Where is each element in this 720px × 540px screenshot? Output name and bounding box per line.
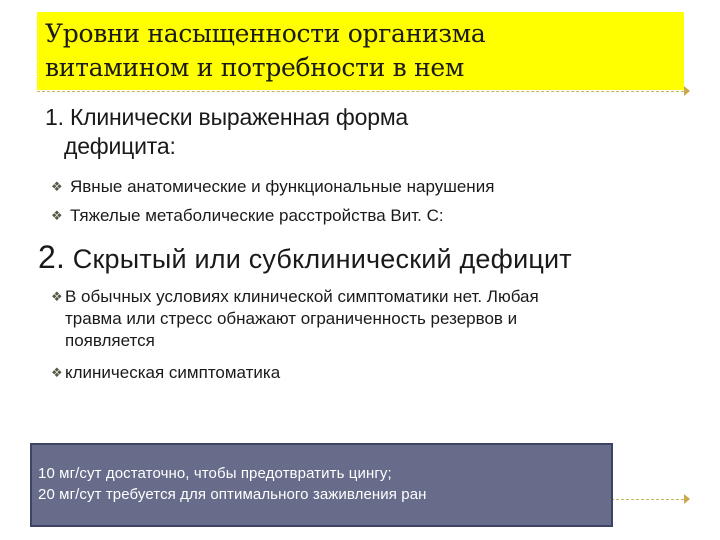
bullet-diamond-icon: ❖ xyxy=(51,365,63,380)
divider-arrow-icon xyxy=(684,494,690,504)
section2-bullet-1-line3: появляется xyxy=(65,331,155,350)
section2-bullet-2: клиническая симптоматика xyxy=(65,363,281,382)
section2-heading-text: Скрытый или субклинический дефицит xyxy=(72,244,572,274)
bullet-diamond-icon: ❖ xyxy=(51,179,63,194)
section1-bullet-2: Тяжелые метаболические расстройства Вит. С: xyxy=(70,206,444,225)
title-line-1: Уровни насыщенности организма xyxy=(45,19,486,48)
divider-arrow-icon xyxy=(684,86,690,96)
info-line-1: 10 мг/сут достаточно, чтобы предотвратить цингу; xyxy=(38,465,392,482)
section2-number: 2. xyxy=(38,239,66,275)
section1-heading-line2: дефицита: xyxy=(64,133,176,159)
section1-heading xyxy=(45,103,665,161)
slide-title xyxy=(45,17,675,85)
info-box-text xyxy=(38,463,613,505)
section2-bullet-1-line1: В обычных условиях клинической симптоматики нет. Любая xyxy=(65,287,539,306)
section2-bullet-1 xyxy=(65,286,695,352)
section2-bullet-1-line2: травма или стресс обнажают ограниченность резервов и xyxy=(65,309,518,328)
bullet-diamond-icon: ❖ xyxy=(51,208,63,223)
info-line-2: 20 мг/сут требуется для оптимального заживления ран xyxy=(38,486,427,503)
title-line-2: витамином и потребности в нем xyxy=(45,53,465,82)
bullet-diamond-icon: ❖ xyxy=(51,289,63,304)
section2-heading xyxy=(38,240,688,276)
title-divider xyxy=(37,91,684,92)
section1-bullet-1: Явные анатомические и функциональные нарушения xyxy=(70,177,495,196)
section1-heading-line1: 1. Клинически выраженная форма xyxy=(45,104,409,130)
